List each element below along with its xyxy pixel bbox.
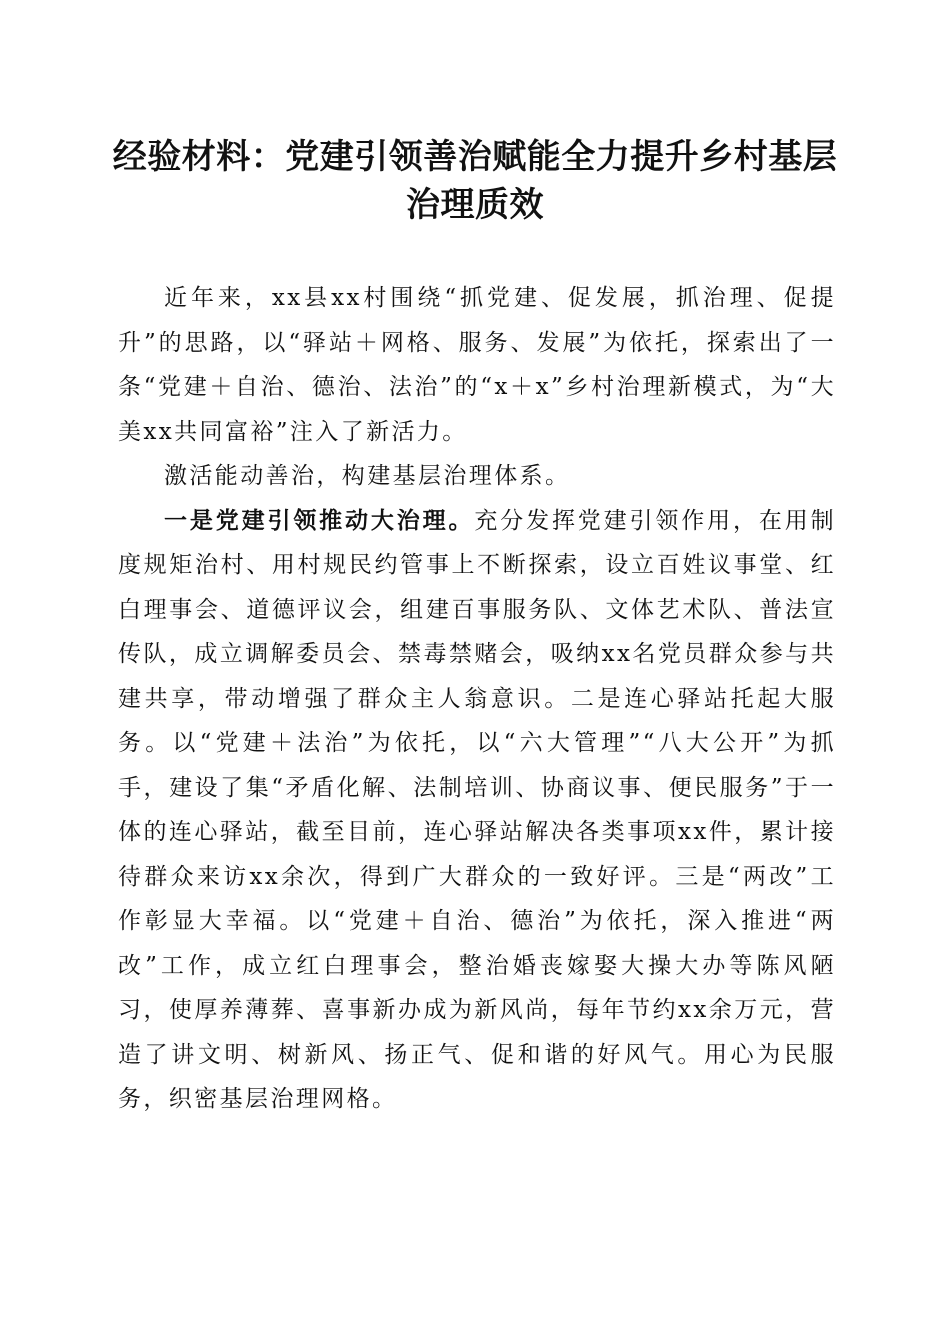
- document-title: 经验材料：党建引领善治赋能全力提升乡村基层治理质效: [112, 137, 838, 225]
- document-body: [118, 276, 836, 1122]
- intro-paragraph: 近年来，xx县xx村围绕“抓党建、促发展，抓治理、促提升”的思路，以“驿站＋网格、服务、发展”为依托，探索出了一条“党建＋自治、德治、法治”的“x＋x”乡村治理新模式，为“大美xx共同富裕”注入了新活力。: [118, 285, 836, 445]
- main-body-paragraph: [118, 499, 836, 1122]
- bold-lead-sentence: 一是党建引领推动大治理。: [164, 506, 475, 534]
- section-heading-paragraph: 激活能动善治，构建基层治理体系。: [164, 463, 571, 489]
- main-body-text: 充分发挥党建引领作用，在用制度规矩治村、用村规民约管事上不断探索，设立百姓议事堂、红白理事会、道德评议会，组建百事服务队、文体艺术队、普法宣传队，成立调解委员会、禁毒禁赌会，吸纳xx名党员群众参与共建共享，带动增强了群众主人翁意识。二是连心驿站托起大服务。以“党建＋法治”为依托，以“六大管理”“八大公开”为抓手，建设了集“矛盾化解、法制培训、协商议事、便民服务”于一体的连心驿站，截至目前，连心驿站解决各类事项xx件，累计接待群众来访xx余次，得到广大群众的一致好评。三是“两改”工作彰显大幸福。以“党建＋自治、德治”为依托，深入推进“两改”工作，成立红白理事会，整治婚丧嫁娶大操大办等陈风陋习，使厚养薄葬、喜事新办成为新风尚，每年节约xx余万元，营造了讲文明、树新风、扬正气、促和谐的好风气。用心为民服务，织密基层治理网格。: [118, 507, 836, 1112]
